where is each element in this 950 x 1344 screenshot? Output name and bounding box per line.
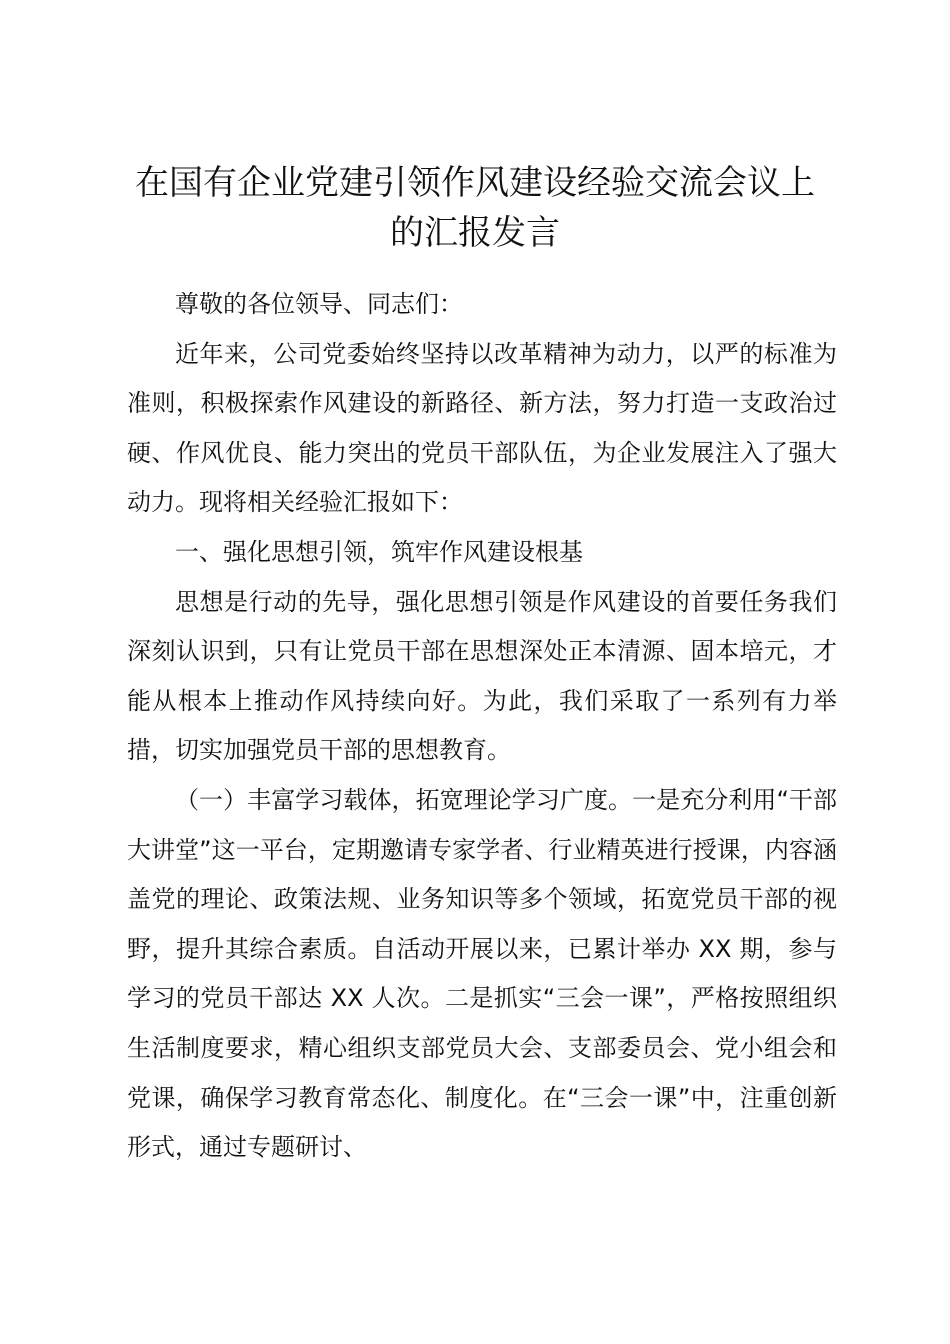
paragraph-thought-guidance: 思想是行动的先导，强化思想引领是作风建设的首要任务我们深刻认识到，只有让党员干部在思想深处正本清源、固本培元，才能从根本上推动作风持续向好。为此，我们采取了一系列有力举措，切实加强党员干部的思想教育。 (127, 587, 837, 765)
section-heading-1: 一、强化思想引领，筑牢作风建设根基 (175, 537, 583, 566)
paragraph-learning-carriers: （一）丰富学习载体，拓宽理论学习广度。一是充分利用“干部大讲堂”这一平台，定期邀请专家学者、行业精英进行授课，内容涵盖党的理论、政策法规、业务知识等多个领域，拓宽党员干部的视野，提升其综合素质。自活动开展以来，已累计举办 XX 期，参与学习的党员干部达 XX 人次。二是抓实“三会一课”，严格按照组织生活制度要求，精心组织支部党员大会、支部委员会、党小组会和党课，确保学习教育常态化、制度化。在“三会一课”中，注重创新形式，通过专题研讨、 (127, 785, 837, 1162)
salutation: 尊敬的各位领导、同志们： (175, 290, 463, 318)
document-title (110, 158, 840, 258)
title-line-1: 在国有企业党建引领作风建设经验交流会议上 (135, 163, 815, 203)
paragraph-intro: 近年来，公司党委始终坚持以改革精神为动力，以严的标准为准则，积极探索作风建设的新路径、新方法，努力打造一支政治过硬、作风优良、能力突出的党员干部队伍，为企业发展注入了强大动力。现将相关经验汇报如下： (127, 339, 837, 517)
title-line-2: 的汇报发言 (390, 213, 560, 253)
document-body (127, 280, 837, 1173)
